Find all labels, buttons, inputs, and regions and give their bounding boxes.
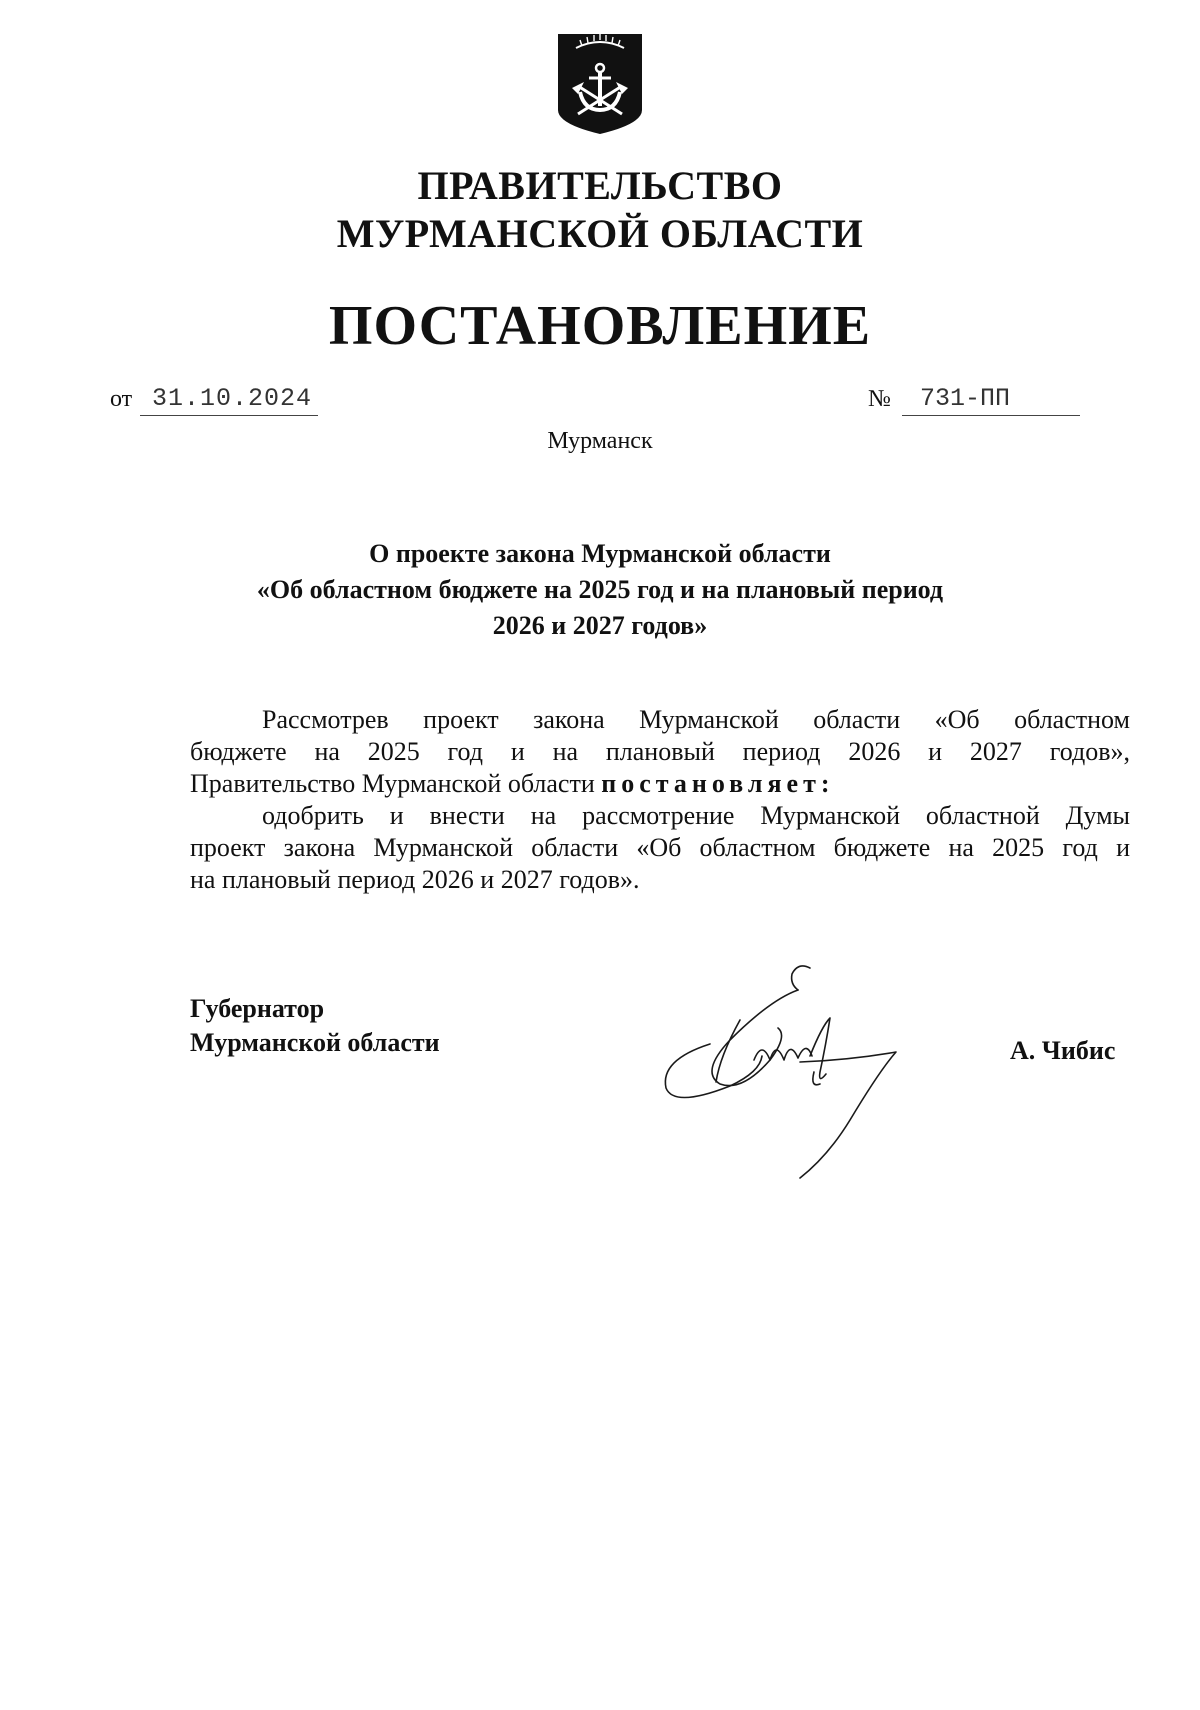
city-name: Мурманск xyxy=(547,428,653,454)
date-prefix: от xyxy=(110,386,133,412)
body-paragraph-line: Рассмотрев проект закона Мурманской области «Об областном xyxy=(262,705,1130,734)
coat-of-arms-icon xyxy=(556,32,644,136)
signer-title-line2: Мурманской области xyxy=(190,1028,440,1057)
signer-title-line1: Губернатор xyxy=(190,994,325,1023)
government-title-line1: ПРАВИТЕЛЬСТВО xyxy=(417,163,783,208)
signer-name: А. Чибис xyxy=(1010,1036,1116,1065)
document-type-title: ПОСТАНОВЛЕНИЕ xyxy=(328,295,872,357)
document-date: 31.10.2024 xyxy=(140,383,318,416)
subject-line: 2026 и 2027 годов» xyxy=(492,611,708,640)
handwritten-signature-icon xyxy=(650,960,930,1190)
document-number: 731-ПП xyxy=(902,383,1080,416)
body-paragraph-line: бюджете на 2025 год и на плановый период 2026 и 2027 годов», xyxy=(190,737,1130,766)
body-paragraph-line: проект закона Мурманской области «Об областном бюджете на 2025 год и xyxy=(190,833,1130,862)
body-paragraph-line xyxy=(190,768,1130,800)
body-text-segment: Правительство Мурманской области xyxy=(190,769,595,798)
body-paragraph-line: одобрить и внести на рассмотрение Мурманской областной Думы xyxy=(262,801,1130,830)
subject-line: О проекте закона Мурманской области xyxy=(369,539,831,568)
body-paragraph-line: на плановый период 2026 и 2027 годов». xyxy=(190,865,640,894)
resolution-verb: постановляет: xyxy=(601,769,835,798)
subject-line: «Об областном бюджете на 2025 год и на плановый период xyxy=(256,575,944,604)
government-title-line2: МУРМАНСКОЙ ОБЛАСТИ xyxy=(336,211,864,256)
number-prefix: № xyxy=(868,386,891,412)
